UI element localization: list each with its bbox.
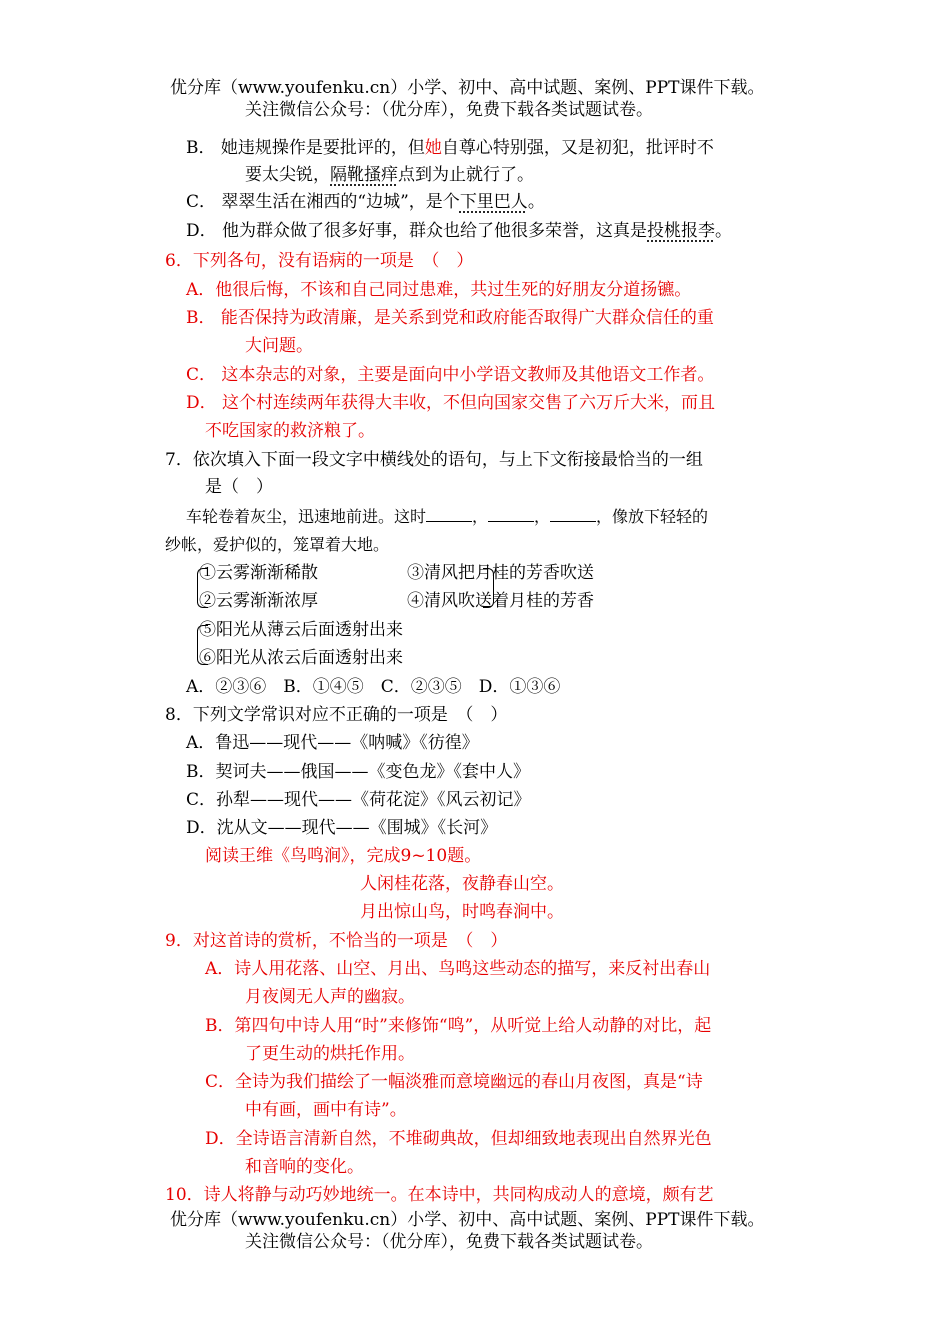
- q9-option-d: D．全诗语言清新自然，不堆砌典故，但却细致地表现出自然界光色: [205, 1129, 712, 1149]
- q7-sep-2: ，: [534, 507, 551, 526]
- q5-b2-post: 点到为止就行了。: [398, 165, 534, 185]
- q6-option-d: D． 这个村连续两年获得大丰收，不但向国家交售了六万斤大米，而且: [186, 393, 716, 413]
- q9-option-d-line2: 和音响的变化。: [245, 1157, 364, 1177]
- q5-b2-pre: 要太尖锐，: [245, 165, 330, 185]
- q6-option-b: B． 能否保持为政清廉，是关系到党和政府能否取得广大群众信任的重: [186, 308, 714, 328]
- q8-option-a: A．鲁迅——现代——《呐喊》《彷徨》: [186, 733, 479, 753]
- q6-stem: 6．下列各句，没有语病的一项是 （ ）: [165, 251, 474, 271]
- q9-option-c: C．全诗为我们描绘了一幅淡雅而意境幽远的春山月夜图，真是“诗: [205, 1072, 703, 1092]
- footer-line-2: 关注微信公众号：（优分库），免费下载各类试题试卷。: [245, 1232, 653, 1252]
- q5-option-c: [186, 190, 545, 214]
- q5-c-emphasis: 下里巴人: [459, 192, 528, 212]
- q5-c-post: 。: [527, 192, 545, 212]
- q8-option-d: D．沈从文——现代——《围城》《长河》: [186, 818, 498, 838]
- q8-option-b: B．契诃夫——俄国——《变色龙》《套中人》: [186, 762, 530, 782]
- q9-option-c-line2: 中有画，画中有诗”。: [245, 1100, 407, 1120]
- q5-option-d: [186, 219, 732, 243]
- q7-option-3: ③清风把月桂的芳香吹送: [407, 563, 594, 583]
- q5-option-b-text-cont: 自尊心特别强，又是初犯，批评时不: [441, 138, 714, 158]
- q7-passage-post: ，像放下轻轻的: [596, 507, 709, 526]
- q5-option-b-line2: [245, 163, 534, 187]
- q6-option-d-line2: 不吃国家的救济粮了。: [205, 421, 375, 441]
- q7-blank-1: [426, 505, 472, 522]
- q10-stem: 10．诗人将静与动巧妙地统一。在本诗中，共同构成动人的意境，颇有艺: [165, 1185, 714, 1205]
- q7-passage-line1: [186, 505, 708, 529]
- q9-option-a: A．诗人用花落、山空、月出、鸟鸣这些动态的描写，来反衬出春山: [205, 959, 711, 979]
- q5-c-pre: 翠翠生活在湘西的“边城”，是个: [221, 192, 460, 212]
- header-line-2: 关注微信公众号：（优分库），免费下载各类试题试卷。: [245, 100, 653, 120]
- q7-option-2: ②云雾渐渐浓厚: [199, 591, 318, 611]
- q6-option-a: A．他很后悔，不该和自己同过患难，共过生死的好朋友分道扬镳。: [186, 280, 692, 300]
- q7-stem-line2: 是（ ）: [205, 477, 273, 497]
- q9-option-b-line2: 了更生动的烘托作用。: [245, 1044, 415, 1064]
- q5-option-b-text: 她违规操作是要批评的，但: [220, 138, 425, 158]
- header-line-1: 优分库（www.youfenku.cn）小学、初中、高中试题、案例、PPT课件下载。: [170, 78, 765, 98]
- q9-option-a-line2: 月夜阒无人声的幽寂。: [245, 987, 415, 1007]
- q5-option-d-label: D．: [186, 221, 217, 241]
- q7-option-5: ⑤阳光从薄云后面透射出来: [199, 620, 403, 640]
- q7-passage-line2: 纱帐，爱护似的，笼罩着大地。: [165, 535, 390, 554]
- q9-stem: 9．对这首诗的赏析，不恰当的一项是 （ ）: [165, 931, 508, 951]
- q7-option-6: ⑥阳光从浓云后面透射出来: [199, 648, 403, 668]
- q5-d-post: 。: [715, 221, 733, 241]
- q7-stem: 7．依次填入下面一段文字中横线处的语句，与上下文衔接最恰当的一组: [165, 450, 703, 470]
- q8-stem: 8．下列文学常识对应不正确的一项是 （ ）: [165, 705, 508, 725]
- q7-blank-2: [488, 505, 534, 522]
- q7-blank-3: [550, 505, 596, 522]
- footer-line-1: 优分库（www.youfenku.cn）小学、初中、高中试题、案例、PPT课件下载。: [170, 1210, 765, 1230]
- q6-option-b-line2: 大问题。: [245, 336, 313, 356]
- q8-option-c: C．孙犁——现代——《荷花淀》《风云初记》: [186, 790, 531, 810]
- q9-option-b: B．第四句中诗人用“时”来修饰“鸣”，从听觉上给人动静的对比，起: [205, 1016, 712, 1036]
- poem-line-2: 月出惊山鸟，时鸣春涧中。: [360, 902, 564, 922]
- q7-answer-choices: A．②③⑥ B．①④⑤ C．②③⑤ D．①③⑥: [186, 677, 561, 697]
- q7-passage-pre: 车轮卷着灰尘，迅速地前进。这时: [186, 507, 427, 526]
- poem-line-1: 人闲桂花落，夜静春山空。: [360, 874, 564, 894]
- q5-d-pre: 他为群众做了很多好事，群众也给了他很多荣誉，这真是: [222, 221, 648, 241]
- q5-d-emphasis: 投桃报李: [647, 221, 716, 241]
- q5-b2-emphasis: 隔靴搔痒: [330, 165, 398, 185]
- q7-option-1: ①云雾渐渐稀散: [199, 563, 318, 583]
- q5-option-b: [186, 136, 714, 160]
- poem-intro: 阅读王维《鸟鸣涧》，完成9~10题。: [205, 846, 482, 866]
- q5-option-b-red-word: 她: [424, 138, 442, 158]
- q7-option-4: ④清风吹送着月桂的芳香: [407, 591, 594, 611]
- q5-option-b-label: B．: [186, 138, 216, 158]
- q6-option-c: C． 这本杂志的对象，主要是面向中小学语文教师及其他语文工作者。: [186, 365, 715, 385]
- q7-sep-1: ，: [472, 507, 489, 526]
- q5-option-c-label: C．: [186, 192, 217, 212]
